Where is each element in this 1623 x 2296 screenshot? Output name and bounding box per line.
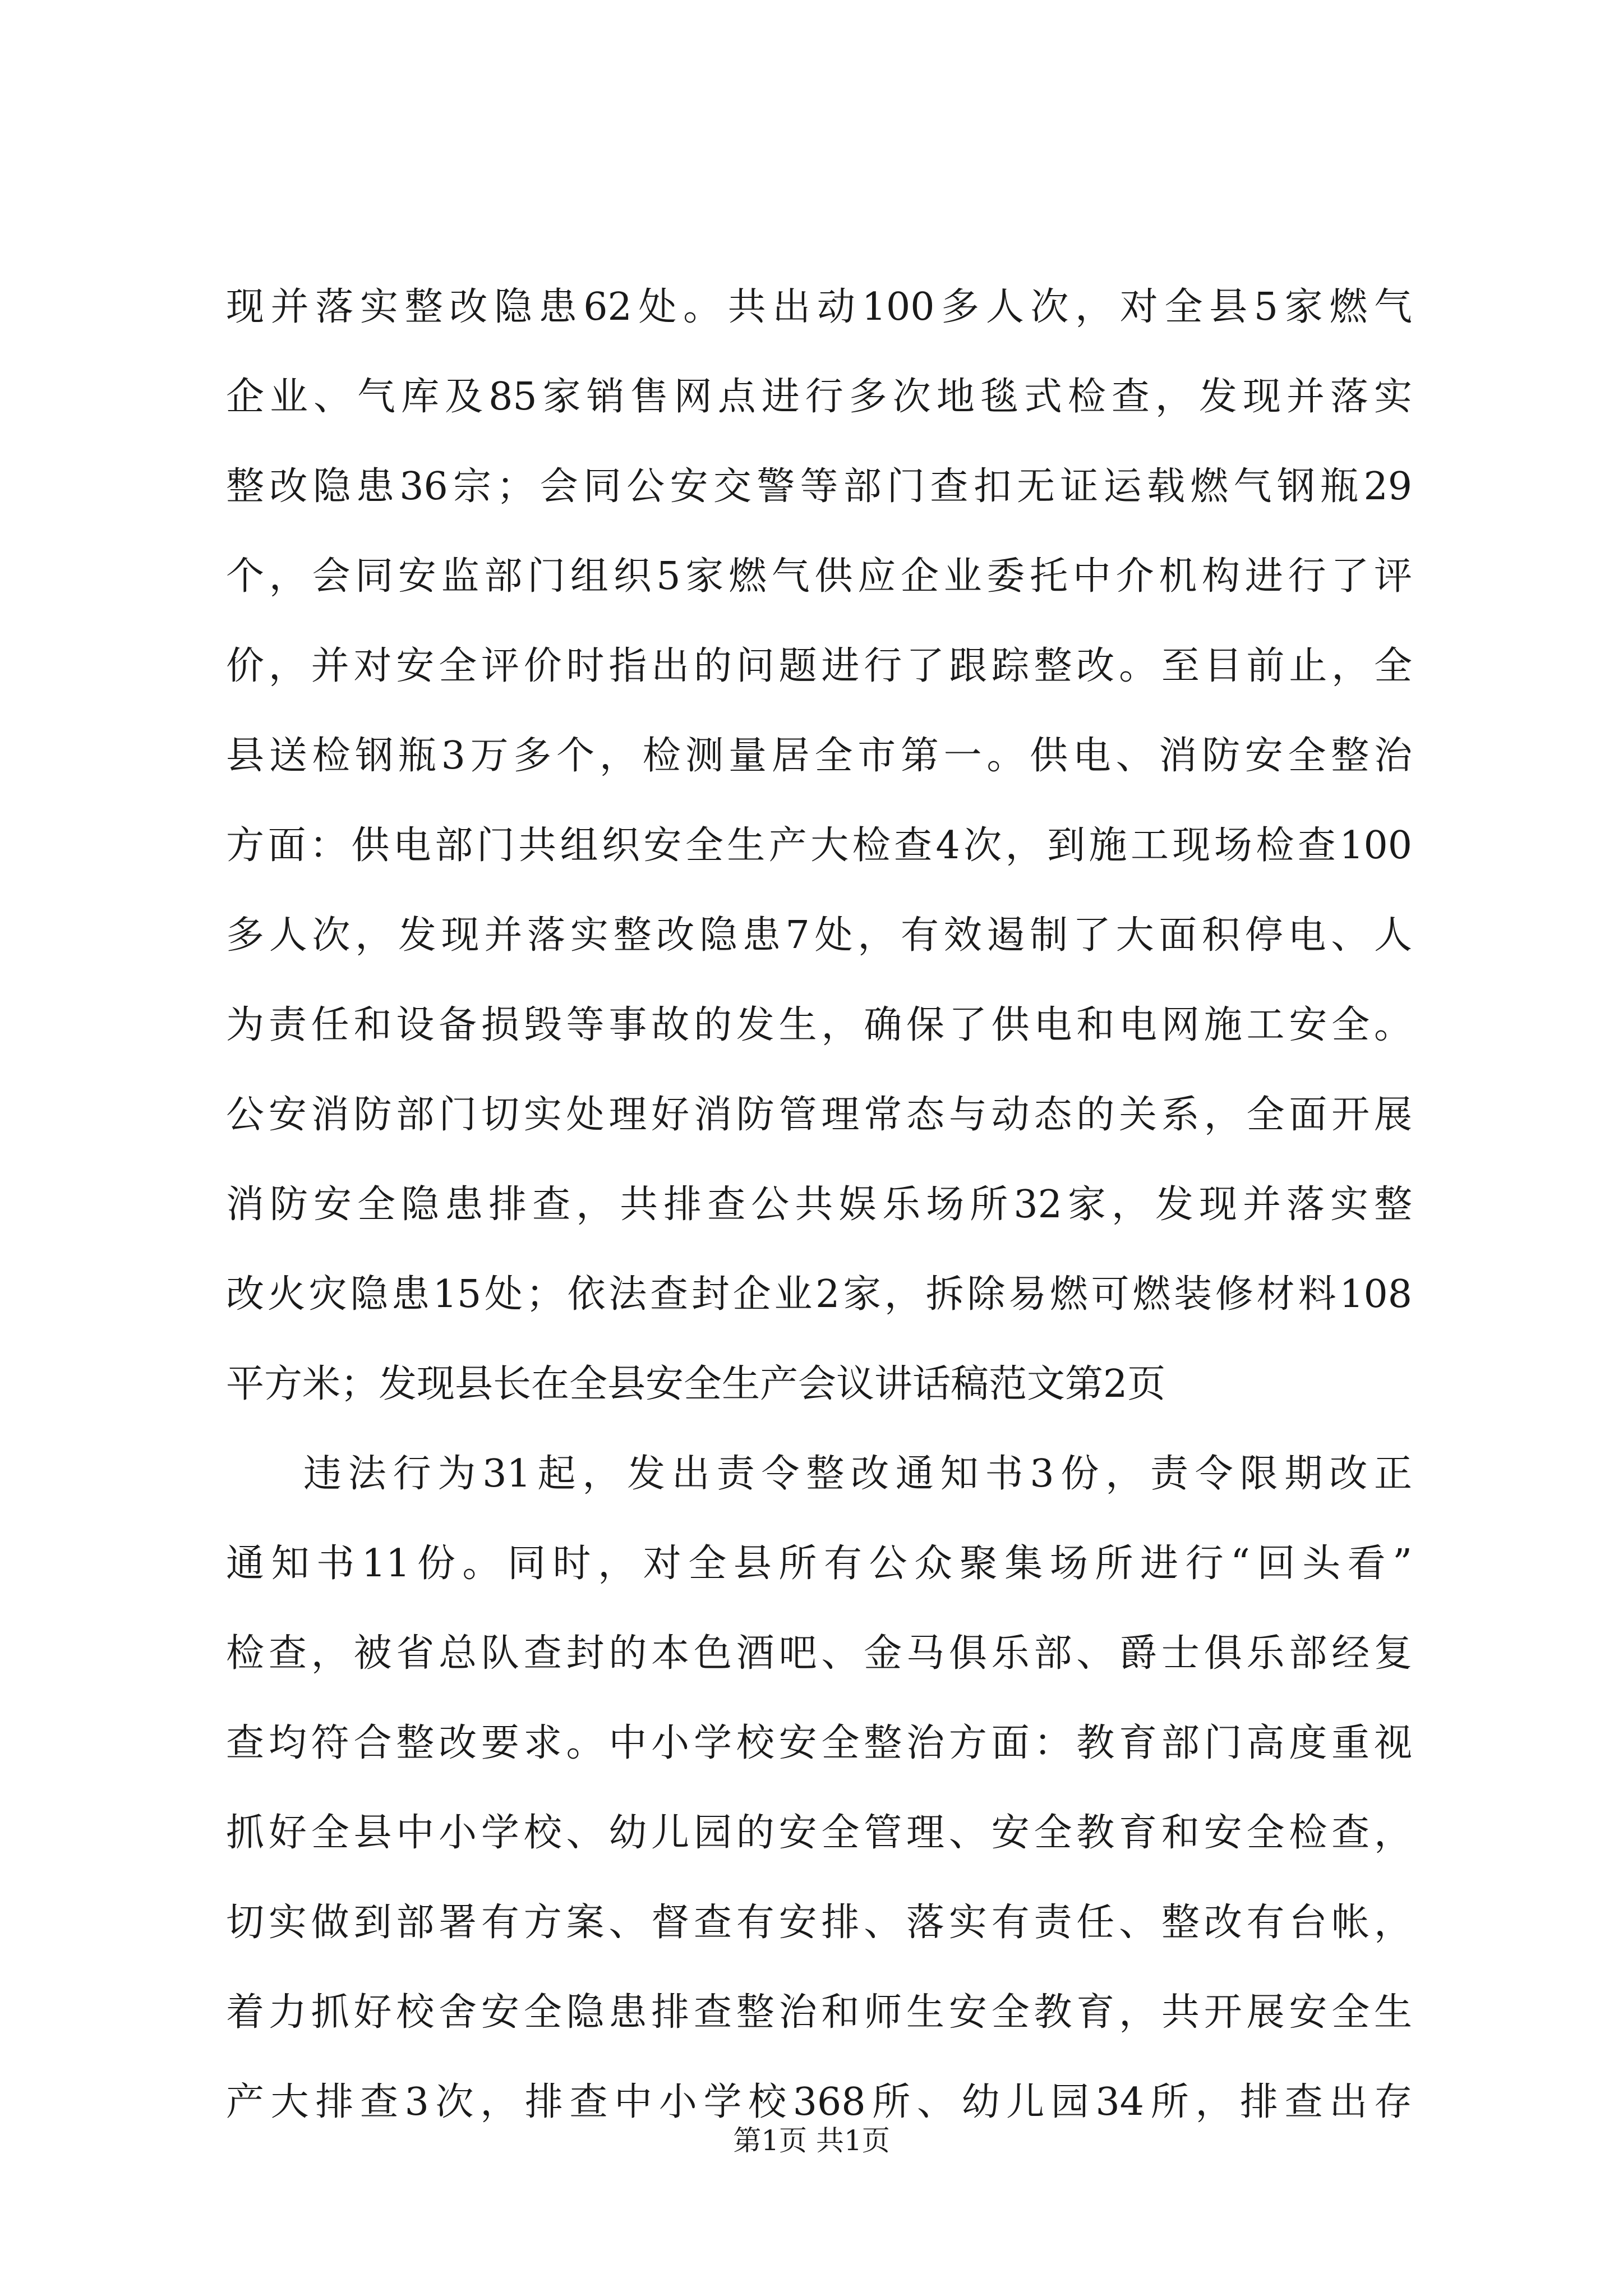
text-line: 县送检钢瓶3万多个，检测量居全市第一。供电、消防安全整治: [226, 734, 1412, 778]
document-body: [226, 263, 1412, 2147]
text-line: 价，并对安全评价时指出的问题进行了跟踪整改。至目前止，全: [226, 644, 1412, 688]
text-line: 改火灾隐患15处；依法查封企业2家，拆除易燃可燃装修材料108: [226, 1272, 1412, 1317]
text-line: 平方米；发现县长在全县安全生产会议讲话稿范文第2页: [226, 1362, 1166, 1406]
text-line: 抓好全县中小学校、幼儿园的安全管理、安全教育和安全检查，: [226, 1811, 1412, 1855]
text-line: 方面：供电部门共组织安全生产大检查4次，到施工现场检查100: [226, 823, 1412, 868]
text-line: 产大排查3次，排查中小学校368所、幼儿园34所，排查出存: [226, 2080, 1412, 2124]
text-line: 切实做到部署有方案、督查有安排、落实有责任、整改有台帐，: [226, 1901, 1412, 1945]
text-line: 为责任和设备损毁等事故的发生，确保了供电和电网施工安全。: [226, 1003, 1412, 1047]
text-line: 整改隐患36宗；会同公安交警等部门查扣无证运载燃气钢瓶29: [226, 464, 1412, 509]
text-line: 公安消防部门切实处理好消防管理常态与动态的关系，全面开展: [226, 1093, 1412, 1137]
text-line: 现并落实整改隐患62处。共出动100多人次，对全县5家燃气: [226, 285, 1412, 329]
text-line: 检查，被省总队查封的本色酒吧、金马俱乐部、爵士俱乐部经复: [226, 1631, 1412, 1676]
text-line: 通知书11份。同时，对全县所有公众聚集场所进行“回头看”: [226, 1542, 1412, 1586]
text-line: 多人次，发现并落实整改隐患7处，有效遏制了大面积停电、人: [226, 913, 1412, 958]
paragraph-start-line: 违法行为31起，发出责令整改通知书3份，责令限期改正: [303, 1452, 1412, 1496]
text-line: 企业、气库及85家销售网点进行多次地毯式检查，发现并落实: [226, 375, 1412, 419]
page-footer: 第1页 共1页: [733, 2124, 890, 2157]
text-line: 着力抓好校舍安全隐患排查整治和师生安全教育，共开展安全生: [226, 1990, 1412, 2035]
text-line: 个，会同安监部门组织5家燃气供应企业委托中介机构进行了评: [226, 554, 1412, 599]
text-line: 查均符合整改要求。中小学校安全整治方面：教育部门高度重视: [226, 1721, 1412, 1765]
text-line: 消防安全隐患排查，共排查公共娱乐场所32家，发现并落实整: [226, 1182, 1412, 1227]
